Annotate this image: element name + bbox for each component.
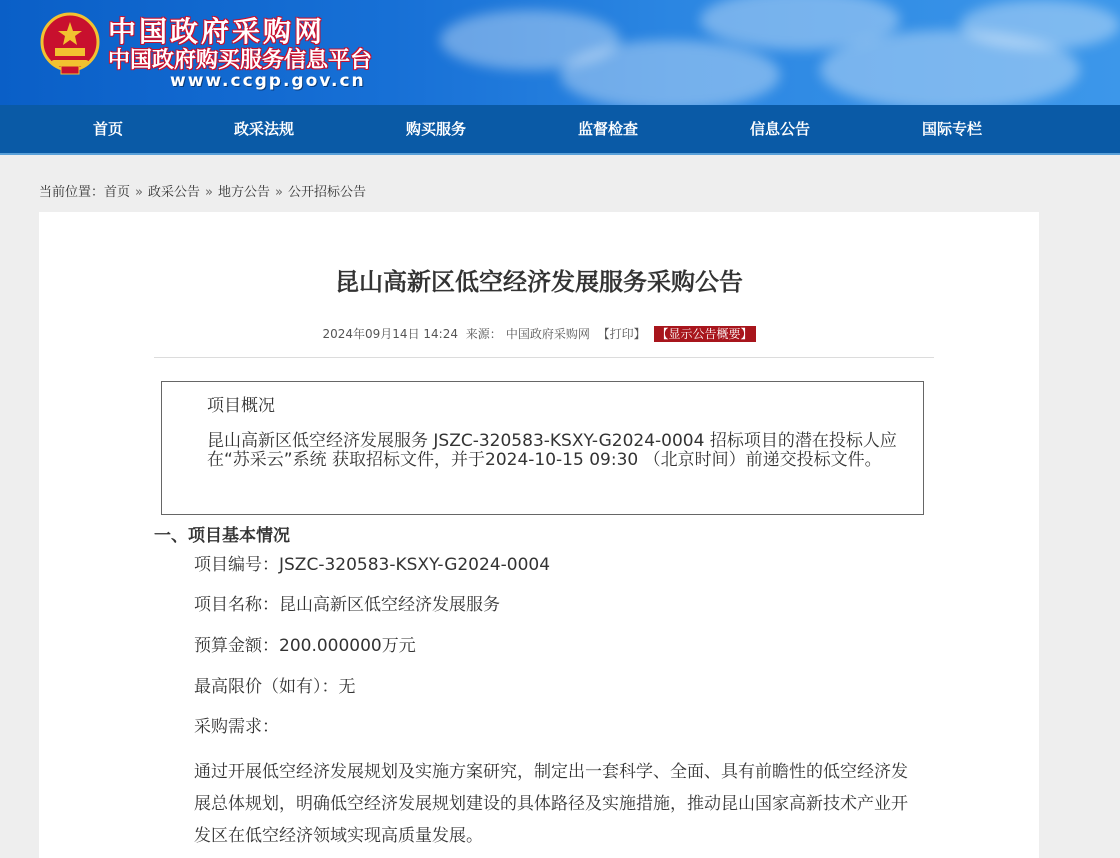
divider bbox=[154, 357, 934, 358]
breadcrumb-separator: » bbox=[135, 185, 143, 200]
site-header bbox=[0, 0, 1120, 105]
breadcrumb-home[interactable]: 首页 bbox=[104, 185, 131, 200]
budget-amount: 预算金额：200.000000万元 bbox=[194, 636, 416, 656]
breadcrumb-public-tender[interactable]: 公开招标公告 bbox=[287, 185, 366, 200]
source-name: 中国政府采购网 bbox=[505, 327, 590, 341]
main-nav bbox=[0, 105, 1120, 155]
breadcrumb-label: 当前位置： bbox=[39, 185, 105, 200]
summary-body: 昆山高新区低空经济发展服务 JSZC-320583-KSXY-G2024-0004 招标项目的潜在投标人应在“苏采云”系统 获取招标文件，并于2024-10-15 09:30 （北京时间）前递交投标文件。 bbox=[207, 431, 897, 470]
nav-supervision[interactable]: 监督检查 bbox=[577, 120, 638, 138]
source-label: 来源： bbox=[465, 327, 502, 341]
summary-heading: 项目概况 bbox=[207, 396, 275, 416]
site-title: 中国政府采购网 bbox=[108, 15, 326, 48]
nav-announcements[interactable]: 信息公告 bbox=[749, 120, 810, 138]
breadcrumb-announcements[interactable]: 政采公告 bbox=[148, 185, 201, 200]
demand-text: 通过开展低空经济发展规划及实施方案研究，制定出一套科学、全面、具有前瞻性的低空经济发展总体规划，明确低空经济发展规划建设的具体路径及实施措施，推动昆山国家高新技术产业开发区在低空经济领域实现高质量发展。 bbox=[194, 762, 908, 846]
show-summary-button[interactable]: 【显示公告概要】 bbox=[654, 326, 756, 342]
breadcrumb bbox=[39, 181, 366, 200]
article-card bbox=[39, 212, 1039, 858]
site-url: www.ccgp.gov.cn bbox=[170, 71, 366, 91]
breadcrumb-separator: » bbox=[275, 185, 283, 200]
nav-regulations[interactable]: 政采法规 bbox=[233, 120, 294, 138]
site-subtitle: 中国政府购买服务信息平台 bbox=[108, 48, 373, 73]
breadcrumb-separator: » bbox=[205, 185, 213, 200]
publish-datetime: 2024年09月14日 14:24 bbox=[322, 327, 458, 341]
article-meta bbox=[39, 325, 1039, 342]
project-name: 项目名称：昆山高新区低空经济发展服务 bbox=[194, 595, 500, 615]
nav-purchase-services[interactable]: 购买服务 bbox=[405, 120, 466, 138]
nav-home[interactable]: 首页 bbox=[92, 120, 123, 138]
demand-label: 采购需求： bbox=[194, 717, 279, 737]
section-heading: 一、项目基本情况 bbox=[154, 526, 290, 546]
project-number: 项目编号：JSZC-320583-KSXY-G2024-0004 bbox=[194, 555, 551, 575]
breadcrumb-local[interactable]: 地方公告 bbox=[217, 185, 270, 200]
national-emblem-icon bbox=[39, 12, 101, 76]
print-link[interactable]: 【打印】 bbox=[597, 327, 646, 341]
max-price: 最高限价（如有）：无 bbox=[194, 677, 356, 697]
article-title: 昆山高新区低空经济发展服务采购公告 bbox=[335, 268, 743, 296]
nav-international[interactable]: 国际专栏 bbox=[921, 120, 982, 138]
project-summary-box bbox=[161, 381, 924, 515]
